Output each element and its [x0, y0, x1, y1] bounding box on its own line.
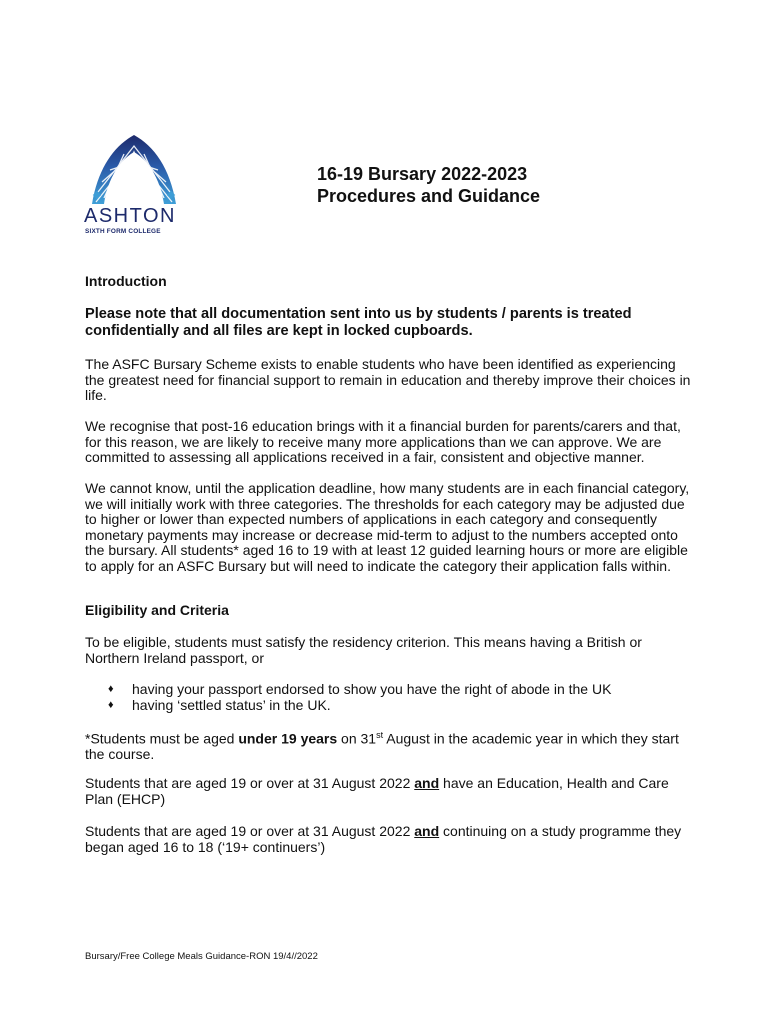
age-requirement-note: *Students must be aged under 19 years on 31st August in the academic year in which they start the course.	[85, 730, 679, 763]
intro-paragraph-3: We cannot know, until the application deadline, how many students are in each financial category, we will initially work with three categories. The thresholds for each category may be adjusted due to higher or lower than expected numbers of applications in each category and consequently monetary payments may increase or decrease mid-term to adjust to the numbers accepted onto the bursary. All students* aged 16 to 19 with at least 12 guided learning hours or more are eligible to apply for an ASFC Bursary but will need to indicate the category their application falls within.	[85, 480, 690, 574]
college-logo	[84, 132, 184, 242]
residency-list	[108, 682, 688, 713]
introduction-heading: Introduction	[85, 273, 167, 289]
eligibility-intro: To be eligible, students must satisfy the residency criterion. This means having a British or Northern Ireland passport, or	[85, 634, 642, 666]
page-footer: Bursary/Free College Meals Guidance-RON 19/4//2022	[85, 951, 318, 962]
list-item: ♦ having ‘settled status’ in the UK.	[108, 696, 331, 713]
ehcp-criterion: Students that are aged 19 or over at 31 August 2022 and have an Education, Health and Care Plan (EHCP)	[85, 775, 669, 807]
title-line-2: Procedures and Guidance	[317, 186, 541, 206]
intro-paragraph-1: The ASFC Bursary Scheme exists to enable students who have been identified as experiencing the greatest need for financial support to remain in education and thereby improve their choices in life.	[85, 356, 691, 403]
document-title	[317, 163, 540, 207]
logo-subtitle: SIXTH FORM COLLEGE	[85, 228, 161, 235]
diamond-bullet-icon: ♦	[108, 683, 114, 695]
logo-arch-icon	[84, 132, 184, 206]
intro-paragraph-2: We recognise that post-16 education brings with it a financial burden for parents/carers and that, for this reason, we are likely to receive many more applications than we can approve. We are committed to assessing all applications received in a fair, consistent and objective manner.	[85, 418, 681, 465]
list-item: ♦ having your passport endorsed to show you have the right of abode in the UK	[108, 681, 612, 697]
continuers-criterion: Students that are aged 19 or over at 31 August 2022 and continuing on a study programme they began aged 16 to 18 (‘19+ continuers’)	[85, 823, 682, 855]
logo-name: ASHTON	[84, 205, 176, 227]
and-emphasis: and	[414, 775, 440, 791]
title-line-1: 16-19 Bursary 2022-2023	[317, 164, 528, 184]
age-limit-emphasis: under 19 years	[238, 730, 338, 747]
eligibility-heading: Eligibility and Criteria	[85, 602, 229, 618]
diamond-bullet-icon: ♦	[108, 698, 114, 711]
and-emphasis: and	[414, 823, 440, 839]
confidentiality-notice: Please note that all documentation sent into us by students / parents is treated confidentially and all files are kept in locked cupboards.	[85, 306, 632, 339]
